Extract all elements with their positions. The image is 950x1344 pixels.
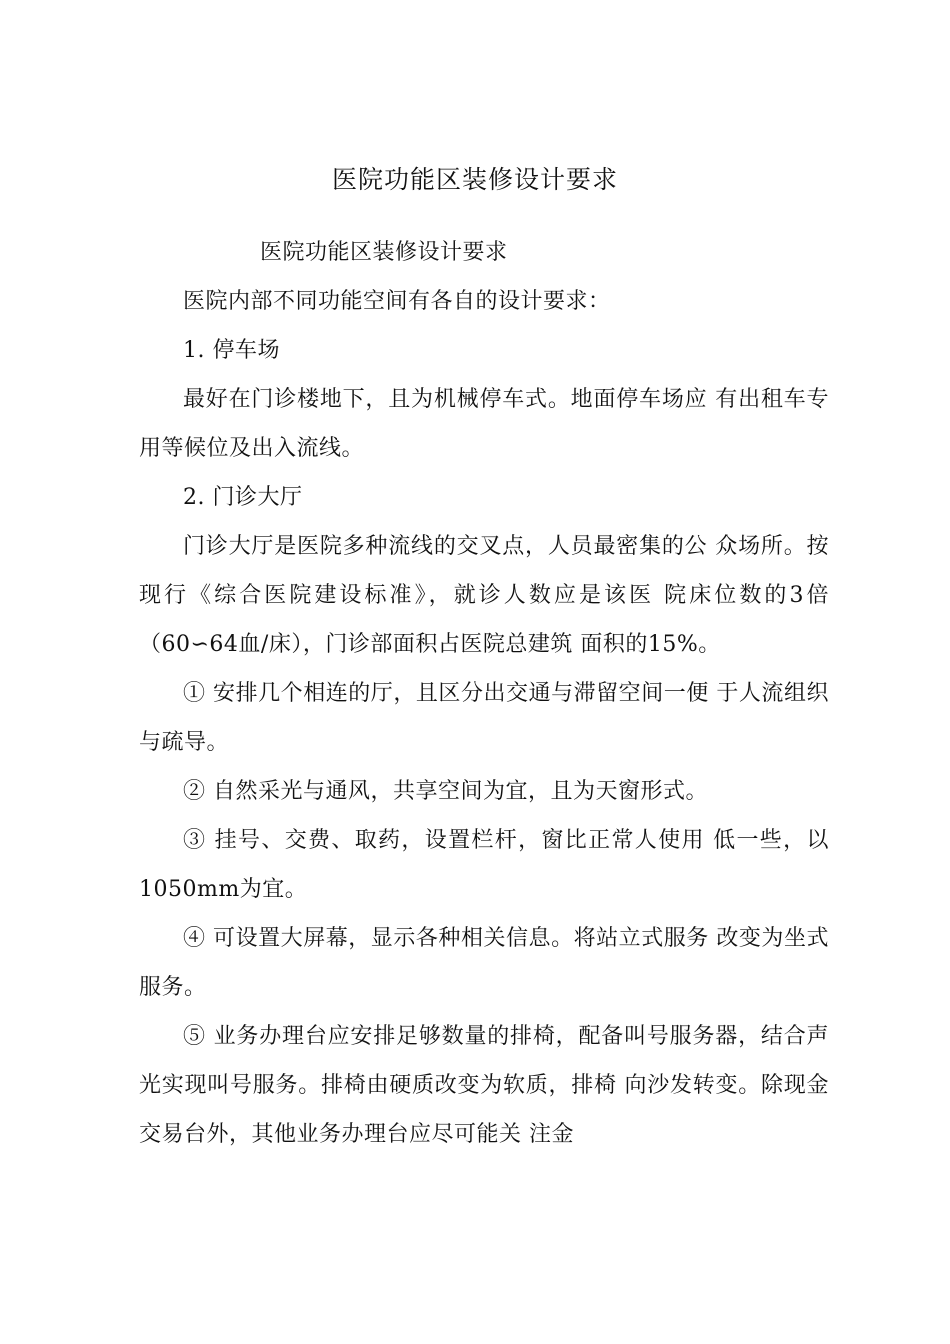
list-item-3: ③ 挂号、交费、取药，设置栏杆，窗比正常人使用 低一些，以1050mm为宜。 (139, 828, 829, 902)
subtitle-paragraph: 医院功能区装修设计要求 (260, 240, 508, 265)
page-title: 医院功能区装修设计要求 (331, 165, 618, 194)
list-item-4: ④ 可设置大屏幕，显示各种相关信息。将站立式服务 改变为坐式服务。 (139, 926, 829, 1000)
paragraph-lobby: 门诊大厅是医院多种流线的交叉点，人员最密集的公 众场所。按现行《综合医院建设标准》，就诊人数应是该医 院床位数的3倍（60∽64血/床），门诊部面积占医院总建筑 面积的15%。 (139, 534, 829, 657)
list-item-5: ⑤ 业务办理台应安排足够数量的排椅，配备叫号服务器，结合声光实现叫号服务。排椅由硬质改变为软质，排椅 向沙发转变。除现金交易台外，其他业务办理台应尽可能关 注金 (139, 1024, 829, 1147)
document-body (139, 228, 829, 1159)
section-heading-parking: 1. 停车场 (183, 338, 280, 363)
list-item-1: ① 安排几个相连的厅，且区分出交通与滞留空间一便 于人流组织与疏导。 (139, 681, 829, 755)
paragraph-parking: 最好在门诊楼地下，且为机械停车式。地面停车场应 有出租车专用等候位及出入流线。 (139, 387, 829, 461)
list-item-2: ② 自然采光与通风，共享空间为宜，且为天窗形式。 (183, 779, 708, 804)
intro-paragraph: 医院内部不同功能空间有各自的设计要求： (183, 289, 611, 314)
section-heading-lobby: 2. 门诊大厅 (183, 485, 303, 510)
